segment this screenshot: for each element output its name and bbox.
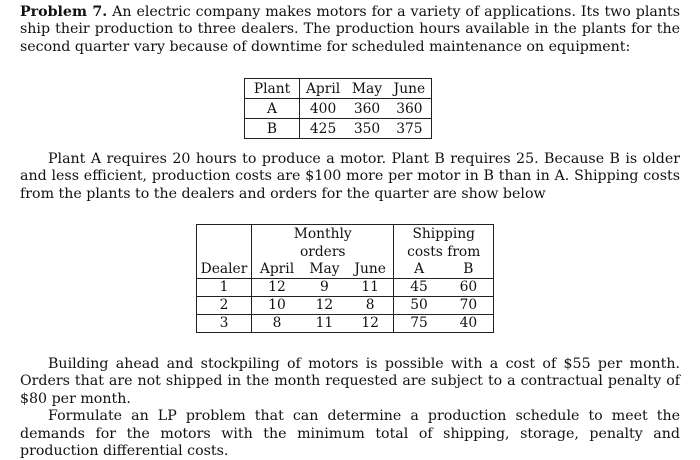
orders-shipping-table	[196, 224, 494, 333]
order-cell: 8	[347, 297, 394, 315]
hours-cell: 360	[346, 99, 388, 119]
header-plant-b: B	[444, 261, 494, 279]
table-header-row	[197, 261, 494, 279]
dealer-cell: 1	[197, 279, 252, 297]
table-row	[197, 279, 494, 297]
header-may: May	[302, 261, 347, 279]
middle-paragraph: Plant A requires 20 hours to produce a motor. Plant B requires 25. Because B is older and less efficient, production costs are $100 more per motor in B than in A. Shipping costs from the plants to the dealers and orders for the quarter are show below	[20, 151, 680, 202]
group-header-row	[197, 225, 494, 244]
table-row	[245, 119, 432, 139]
header-june: June	[388, 79, 432, 99]
stockpiling-paragraph: Building ahead and stockpiling of motors is possible with a cost of $55 per month. Orders that are not shipped in the month requested are subject to a contractual penalty of $80 per month.	[20, 356, 680, 407]
production-hours-table	[244, 78, 432, 139]
order-cell: 9	[302, 279, 347, 297]
formulation-paragraph: Formulate an LP problem that can determine a production schedule to meet the demands for the motors with the minimum total of shipping, storage, penalty and production differential costs.	[20, 408, 680, 460]
shipping-cost-cell: 70	[444, 297, 494, 315]
shipping-cost-cell: 60	[444, 279, 494, 297]
shipping-cost-cell: 75	[410, 315, 428, 331]
shipping-cost-cell: 45	[394, 279, 444, 297]
closing-paragraphs	[20, 356, 680, 460]
shipping-cost-cell: 50	[394, 297, 444, 315]
order-cell: 8	[272, 315, 282, 331]
order-cell: 12	[347, 315, 394, 333]
dealer-cell: 2	[197, 297, 252, 315]
monthly-orders-heading-line1: Monthly	[252, 225, 394, 244]
table-row	[245, 99, 432, 119]
table-row	[197, 297, 494, 315]
order-cell: 11	[347, 279, 394, 297]
header-april: April	[300, 79, 347, 99]
monthly-orders-heading-line2: orders	[252, 243, 394, 261]
header-june: June	[347, 261, 394, 279]
shipping-costs-heading-line1: Shipping	[412, 225, 475, 242]
hours-cell: 425	[309, 120, 337, 137]
hours-cell: 350	[353, 120, 381, 137]
group-header-row	[197, 243, 494, 261]
empty-cell	[197, 243, 252, 261]
header-dealer: Dealer	[197, 261, 252, 279]
hours-cell: 400	[300, 99, 347, 119]
problem-intro	[20, 4, 680, 56]
shipping-costs-heading-line2: costs from	[407, 243, 481, 260]
order-cell: 12	[302, 297, 347, 315]
table-row	[197, 315, 494, 333]
empty-cell	[197, 225, 252, 244]
order-cell: 11	[315, 315, 334, 331]
plant-cell: B	[245, 119, 300, 139]
shipping-cost-cell: 40	[459, 315, 478, 331]
header-plant: Plant	[245, 79, 300, 99]
hours-cell: 360	[388, 99, 432, 119]
order-cell: 12	[252, 279, 303, 297]
problem-label: Problem 7.	[20, 4, 108, 20]
hours-cell: 375	[396, 120, 423, 137]
header-plant-a: A	[394, 261, 444, 279]
dealer-cell: 3	[197, 315, 252, 333]
table-header-row	[245, 79, 432, 99]
plant-cell: A	[245, 99, 300, 119]
header-may: May	[346, 79, 388, 99]
header-april: April	[252, 261, 303, 279]
order-cell: 10	[252, 297, 303, 315]
problem-intro-text: An electric company makes motors for a variety of applications. Its two plants ship their production to three dealers. The production hours available in the plants for the second quarter vary because of downtime for scheduled maintenance on equipment:	[20, 4, 680, 55]
